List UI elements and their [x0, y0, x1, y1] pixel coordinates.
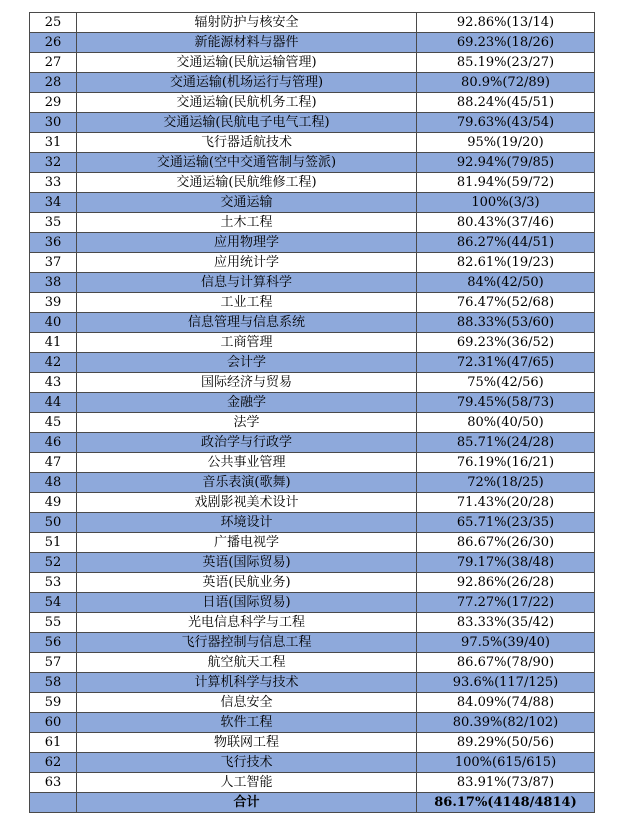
employment-rate: 80%(40/50) — [417, 413, 595, 433]
major-name: 人工智能 — [77, 773, 417, 793]
employment-rate: 83.91%(73/87) — [417, 773, 595, 793]
table-row — [30, 773, 595, 793]
table-row — [30, 193, 595, 213]
major-name: 软件工程 — [77, 713, 417, 733]
row-index: 63 — [30, 773, 77, 793]
row-index: 50 — [30, 513, 77, 533]
major-name: 物联网工程 — [77, 733, 417, 753]
table-row — [30, 113, 595, 133]
employment-rate: 85.19%(23/27) — [417, 53, 595, 73]
table-row — [30, 613, 595, 633]
employment-rate: 80.39%(82/102) — [417, 713, 595, 733]
major-name: 音乐表演(歌舞) — [77, 473, 417, 493]
table-row — [30, 353, 595, 373]
row-index: 52 — [30, 553, 77, 573]
employment-rate: 69.23%(36/52) — [417, 333, 595, 353]
table-row — [30, 33, 595, 53]
employment-rate: 76.19%(16/21) — [417, 453, 595, 473]
table-row — [30, 253, 595, 273]
row-index: 26 — [30, 33, 77, 53]
total-rate: 86.17%(4148/4814) — [417, 793, 595, 813]
employment-rate: 84.09%(74/88) — [417, 693, 595, 713]
row-index: 29 — [30, 93, 77, 113]
major-name: 新能源材料与器件 — [77, 33, 417, 53]
table-body — [30, 13, 595, 813]
row-index: 45 — [30, 413, 77, 433]
table-row — [30, 633, 595, 653]
table-row — [30, 513, 595, 533]
employment-rate: 92.94%(79/85) — [417, 153, 595, 173]
employment-rate: 65.71%(23/35) — [417, 513, 595, 533]
major-name: 公共事业管理 — [77, 453, 417, 473]
row-index: 56 — [30, 633, 77, 653]
employment-rate: 93.6%(117/125) — [417, 673, 595, 693]
row-index: 53 — [30, 573, 77, 593]
table-row — [30, 473, 595, 493]
row-index: 25 — [30, 13, 77, 33]
major-name: 交通运输(民航运输管理) — [77, 53, 417, 73]
table-row — [30, 233, 595, 253]
row-index: 30 — [30, 113, 77, 133]
row-index: 31 — [30, 133, 77, 153]
row-index: 37 — [30, 253, 77, 273]
table-row — [30, 593, 595, 613]
table-row — [30, 333, 595, 353]
major-name: 信息管理与信息系统 — [77, 313, 417, 333]
major-name: 信息与计算科学 — [77, 273, 417, 293]
table-row — [30, 733, 595, 753]
major-name: 环境设计 — [77, 513, 417, 533]
major-name: 政治学与行政学 — [77, 433, 417, 453]
major-name: 航空航天工程 — [77, 653, 417, 673]
employment-rate: 69.23%(18/26) — [417, 33, 595, 53]
major-name: 计算机科学与技术 — [77, 673, 417, 693]
major-name: 工业工程 — [77, 293, 417, 313]
row-index: 36 — [30, 233, 77, 253]
major-name: 法学 — [77, 413, 417, 433]
employment-rate: 100%(615/615) — [417, 753, 595, 773]
table-row — [30, 413, 595, 433]
row-index: 62 — [30, 753, 77, 773]
major-name: 交通运输(机场运行与管理) — [77, 73, 417, 93]
table-row — [30, 53, 595, 73]
row-index: 57 — [30, 653, 77, 673]
major-name: 金融学 — [77, 393, 417, 413]
total-label: 合计 — [77, 793, 417, 813]
major-name: 工商管理 — [77, 333, 417, 353]
row-index: 49 — [30, 493, 77, 513]
major-name: 飞行器适航技术 — [77, 133, 417, 153]
row-index: 28 — [30, 73, 77, 93]
table-row — [30, 573, 595, 593]
employment-rate: 71.43%(20/28) — [417, 493, 595, 513]
employment-rate-table — [29, 12, 595, 813]
major-name: 辐射防护与核安全 — [77, 13, 417, 33]
major-name: 交通运输(民航维修工程) — [77, 173, 417, 193]
major-name: 信息安全 — [77, 693, 417, 713]
major-name: 飞行技术 — [77, 753, 417, 773]
major-name: 英语(民航业务) — [77, 573, 417, 593]
major-name: 国际经济与贸易 — [77, 373, 417, 393]
employment-rate: 86.27%(44/51) — [417, 233, 595, 253]
employment-rate: 86.67%(26/30) — [417, 533, 595, 553]
row-index: 39 — [30, 293, 77, 313]
table-row — [30, 373, 595, 393]
table-row — [30, 13, 595, 33]
major-name: 戏剧影视美术设计 — [77, 493, 417, 513]
major-name: 交通运输(空中交通管制与签派) — [77, 153, 417, 173]
employment-rate: 97.5%(39/40) — [417, 633, 595, 653]
row-index: 46 — [30, 433, 77, 453]
table-row — [30, 73, 595, 93]
employment-rate: 88.33%(53/60) — [417, 313, 595, 333]
row-index: 60 — [30, 713, 77, 733]
row-index: 33 — [30, 173, 77, 193]
major-name: 光电信息科学与工程 — [77, 613, 417, 633]
major-name: 土木工程 — [77, 213, 417, 233]
table-row — [30, 153, 595, 173]
table-row — [30, 533, 595, 553]
major-name: 飞行器控制与信息工程 — [77, 633, 417, 653]
row-index: 32 — [30, 153, 77, 173]
employment-rate: 79.63%(43/54) — [417, 113, 595, 133]
major-name: 交通运输 — [77, 193, 417, 213]
row-index: 38 — [30, 273, 77, 293]
employment-rate: 85.71%(24/28) — [417, 433, 595, 453]
row-index: 40 — [30, 313, 77, 333]
employment-rate: 79.17%(38/48) — [417, 553, 595, 573]
row-index: 41 — [30, 333, 77, 353]
table-row — [30, 273, 595, 293]
row-index: 47 — [30, 453, 77, 473]
employment-rate: 77.27%(17/22) — [417, 593, 595, 613]
employment-rate: 80.43%(37/46) — [417, 213, 595, 233]
table-row — [30, 713, 595, 733]
table-row — [30, 393, 595, 413]
employment-rate: 79.45%(58/73) — [417, 393, 595, 413]
major-name: 应用物理学 — [77, 233, 417, 253]
employment-rate: 82.61%(19/23) — [417, 253, 595, 273]
employment-rate: 88.24%(45/51) — [417, 93, 595, 113]
row-index: 58 — [30, 673, 77, 693]
row-index: 27 — [30, 53, 77, 73]
table-row — [30, 653, 595, 673]
employment-rate: 72.31%(47/65) — [417, 353, 595, 373]
table-row — [30, 293, 595, 313]
table-row — [30, 173, 595, 193]
table-row — [30, 133, 595, 153]
employment-rate: 84%(42/50) — [417, 273, 595, 293]
row-index: 51 — [30, 533, 77, 553]
major-name: 应用统计学 — [77, 253, 417, 273]
table-row — [30, 493, 595, 513]
major-name: 广播电视学 — [77, 533, 417, 553]
employment-rate: 89.29%(50/56) — [417, 733, 595, 753]
table-row — [30, 553, 595, 573]
major-name: 会计学 — [77, 353, 417, 373]
employment-rate: 95%(19/20) — [417, 133, 595, 153]
employment-rate: 72%(18/25) — [417, 473, 595, 493]
table-row — [30, 433, 595, 453]
major-name: 交通运输(民航电子电气工程) — [77, 113, 417, 133]
employment-rate: 92.86%(26/28) — [417, 573, 595, 593]
employment-rate: 75%(42/56) — [417, 373, 595, 393]
total-row — [30, 793, 595, 813]
employment-rate: 100%(3/3) — [417, 193, 595, 213]
employment-rate: 81.94%(59/72) — [417, 173, 595, 193]
row-index: 61 — [30, 733, 77, 753]
major-name: 交通运输(民航机务工程) — [77, 93, 417, 113]
row-index: 44 — [30, 393, 77, 413]
row-index: 54 — [30, 593, 77, 613]
table-row — [30, 93, 595, 113]
major-name: 英语(国际贸易) — [77, 553, 417, 573]
row-index: 42 — [30, 353, 77, 373]
employment-rate: 83.33%(35/42) — [417, 613, 595, 633]
row-index: 59 — [30, 693, 77, 713]
row-index: 48 — [30, 473, 77, 493]
row-index: 35 — [30, 213, 77, 233]
total-index — [30, 793, 77, 813]
major-name: 日语(国际贸易) — [77, 593, 417, 613]
employment-rate: 80.9%(72/89) — [417, 73, 595, 93]
row-index: 34 — [30, 193, 77, 213]
table-row — [30, 753, 595, 773]
table-row — [30, 313, 595, 333]
table-row — [30, 453, 595, 473]
employment-rate: 86.67%(78/90) — [417, 653, 595, 673]
table-row — [30, 673, 595, 693]
employment-rate: 76.47%(52/68) — [417, 293, 595, 313]
row-index: 43 — [30, 373, 77, 393]
table-row — [30, 693, 595, 713]
employment-rate: 92.86%(13/14) — [417, 13, 595, 33]
table-row — [30, 213, 595, 233]
row-index: 55 — [30, 613, 77, 633]
